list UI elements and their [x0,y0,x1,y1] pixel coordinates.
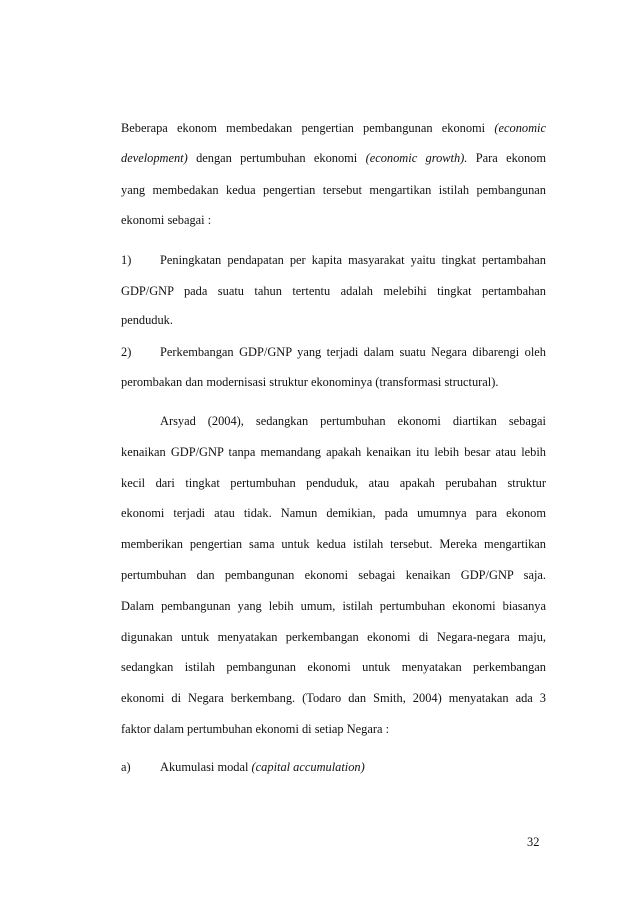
italic-term: (economic [494,121,546,135]
paragraph-line: Dalam pembangunan yang lebih umum, istilah pertumbuhan ekonomi biasanya [121,599,546,613]
list-item-line: perombakan dan modernisasi struktur ekonominya (transformasi structural). [121,375,499,389]
paragraph-line: kenaikan GDP/GNP tanpa memandang apakah kenaikan itu lebih besar atau lebih [121,445,546,459]
paragraph-line: yang membedakan kedua pengertian tersebut mengartikan istilah pembangunan [121,183,546,197]
paragraph-line: pertumbuhan dan pembangunan ekonomi sebagai kenaikan GDP/GNP saja. [121,568,546,582]
paragraph-line [121,151,546,166]
list-item-line: Peningkatan pendapatan per kapita masyarakat yaitu tingkat pertambahan [160,253,546,267]
list-item-line [160,760,546,775]
text-span: dengan pertumbuhan ekonomi [187,151,366,165]
page-number: 32 [527,835,540,849]
paragraph-line: ekonomi sebagai : [121,213,212,227]
paragraph-line: faktor dalam pertumbuhan ekonomi di setiap Negara : [121,722,390,736]
paragraph-line: digunakan untuk menyatakan perkembangan ekonomi di Negara-negara maju, [121,630,546,644]
paragraph-line: sedangkan istilah pembangunan ekonomi untuk menyatakan perkembangan [121,660,546,674]
text-span: Akumulasi modal [160,760,252,774]
text-span: Para ekonom [467,151,546,165]
list-item-line: Perkembangan GDP/GNP yang terjadi dalam suatu Negara dibarengi oleh [160,345,546,359]
italic-term: (economic growth). [365,151,468,165]
paragraph-line: ekonomi di Negara berkembang. (Todaro dan Smith, 2004) menyatakan ada 3 [121,691,546,705]
italic-term: (capital accumulation) [251,760,365,774]
paragraph-line: ekonomi terjadi atau tidak. Namun demikian, pada umumnya para ekonom [121,506,546,520]
text-span: Beberapa ekonom membedakan pengertian pembangunan ekonomi [121,121,486,135]
list-marker: 2) [121,345,132,359]
list-item-line: GDP/GNP pada suatu tahun tertentu adalah melebihi tingkat pertambahan [121,284,546,298]
list-marker: 1) [121,253,132,267]
italic-term: development) [121,151,188,165]
list-item-line: penduduk. [121,313,173,327]
paragraph-line [121,121,546,136]
paragraph-line: kecil dari tingkat pertumbuhan penduduk, atau apakah perubahan struktur [121,476,546,490]
list-marker: a) [121,760,131,774]
paragraph-line: memberikan pengertian sama untuk kedua istilah tersebut. Mereka mengartikan [121,537,546,551]
paragraph-line: Arsyad (2004), sedangkan pertumbuhan ekonomi diartikan sebagai [160,414,546,428]
